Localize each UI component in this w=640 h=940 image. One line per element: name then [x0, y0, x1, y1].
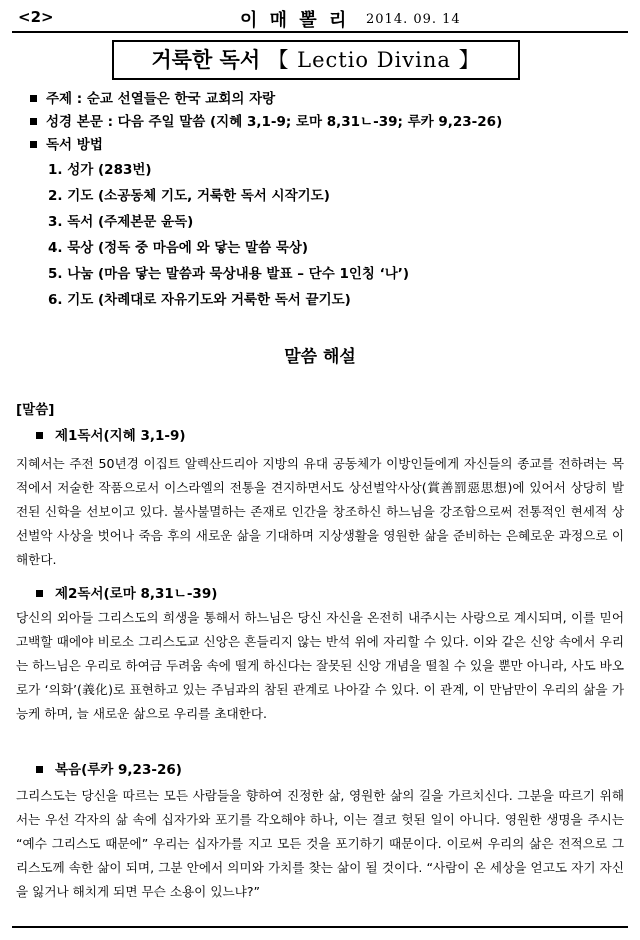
reading-heading-text: 복음(루카 9,23-26) [55, 762, 182, 778]
reading-text-first: 지혜서는 주전 50년경 이집트 알렉산드리아 지방의 유대 공동체가 이방인들에게 자신들의 종교를 전하려는 목적에서 저술한 작품으로서 이스라엘의 전통을 견지하면서도 상선벌악사상(賞善罰惡思想)에 있어서 상당히 발전된 신학을 선보이고 있다. 불사불멸하는 존재로 인간을 창조하신 하느님을 강조함으로써 전통적인 현세적 상선벌악 사상을 벗어나 죽음 후의 새로운 삶을 기대하며 지상생활을 영원한 삶을 준비하는 은혜로운 과정으로 이해한다. [16, 456, 624, 567]
page-number: <2> [18, 8, 54, 26]
square-bullet-icon [30, 118, 37, 125]
method-steps [48, 157, 610, 313]
reading-text-second: 당신의 외아들 그리스도의 희생을 통해서 하느님은 당신 자신을 온전히 내주시는 사랑으로 계시되며, 이를 믿어 고백할 때에야 비로소 그리스도교 신앙은 흔들리지 않는 반석 위에 자리할 수 있다. 이와 같은 신앙 속에서 우리는 하느님은 우리로 하여금 두려움 속에 떨게 하신다는 잘못된 신앙 개념을 떨칠 수 있을 뿐만 아니라, 사도 바오로가 ‘의화’(義化)로 표현하고 있는 주님과의 참된 관계로 나아갈 수 있다. 이 관계, 이 만남만이 우리의 삶을 가능케 하며, 늘 새로운 삶으로 우리를 초대한다. [16, 610, 624, 721]
scripture-text: 성경 본문 : 다음 주일 말씀 (지혜 3,1-9; 로마 8,31ㄴ-39; 루카 9,23-26) [46, 114, 503, 130]
square-bullet-icon [36, 590, 43, 597]
explanation-title: 말씀 해설 [284, 347, 356, 367]
publication-name: 이 매 뽈 리 [240, 10, 350, 31]
reading-heading-gospel [36, 758, 182, 778]
theme-line [30, 88, 610, 111]
reading-heading-second [36, 582, 217, 602]
page-header [12, 4, 628, 32]
reading-info [30, 88, 610, 313]
method-step: 1. 성가 (283번) [48, 162, 152, 178]
square-bullet-icon [30, 141, 37, 148]
title-latin: 【 Lectio Divina 】 [267, 48, 481, 72]
scripture-line [30, 111, 610, 134]
method-step: 5. 나눔 (마음 닿는 말씀과 묵상내용 발표 – 단수 1인칭 ‘나’) [48, 266, 410, 282]
square-bullet-icon [36, 766, 43, 773]
reading-heading-first [36, 424, 186, 444]
word-label: [말씀] [16, 402, 55, 418]
reading-heading-text: 제1독서(지혜 3,1-9) [55, 428, 186, 444]
header-rule [12, 31, 628, 33]
issue-date: 2014. 09. 14 [366, 12, 461, 27]
method-line [30, 134, 610, 157]
method-step: 2. 기도 (소공동체 기도, 거룩한 독서 시작기도) [48, 188, 330, 204]
method-step: 6. 기도 (차례대로 자유기도와 거룩한 독서 끝기도) [48, 292, 351, 308]
footer-rule [12, 926, 628, 928]
square-bullet-icon [36, 432, 43, 439]
title-korean: 거룩한 독서 [151, 48, 261, 72]
method-step: 3. 독서 (주제본문 윤독) [48, 214, 194, 230]
reading-text-gospel: 그리스도는 당신을 따르는 모든 사람들을 향하여 진정한 삶, 영원한 삶의 길을 가르치신다. 그분을 따르기 위해서는 우선 각자의 삶 속에 십자가와 포기를 각오해야 하나, 이는 결코 헛된 일이 아니다. 영원한 생명을 주시는 “예수 그리스도 때문에” 우리는 십자가를 지고 모든 것을 포기하기 때문이다. 이로써 우리의 삶은 전적으로 그리스도께 속한 삶이 되며, 그분 안에서 의미와 가치를 찾는 삶이 될 것이다. “사람이 온 세상을 얻고도 자기 자신을 잃거나 해치게 되면 무슨 소용이 있느냐?” [16, 788, 624, 899]
method-label: 독서 방법 [46, 137, 103, 153]
theme-text: 주제 : 순교 선열들은 한국 교회의 자랑 [46, 91, 276, 107]
reading-heading-text: 제2독서(로마 8,31ㄴ-39) [55, 586, 218, 602]
method-step: 4. 묵상 (정독 중 마음에 와 닿는 말씀 묵상) [48, 240, 309, 256]
square-bullet-icon [30, 95, 37, 102]
title-box [112, 40, 520, 80]
